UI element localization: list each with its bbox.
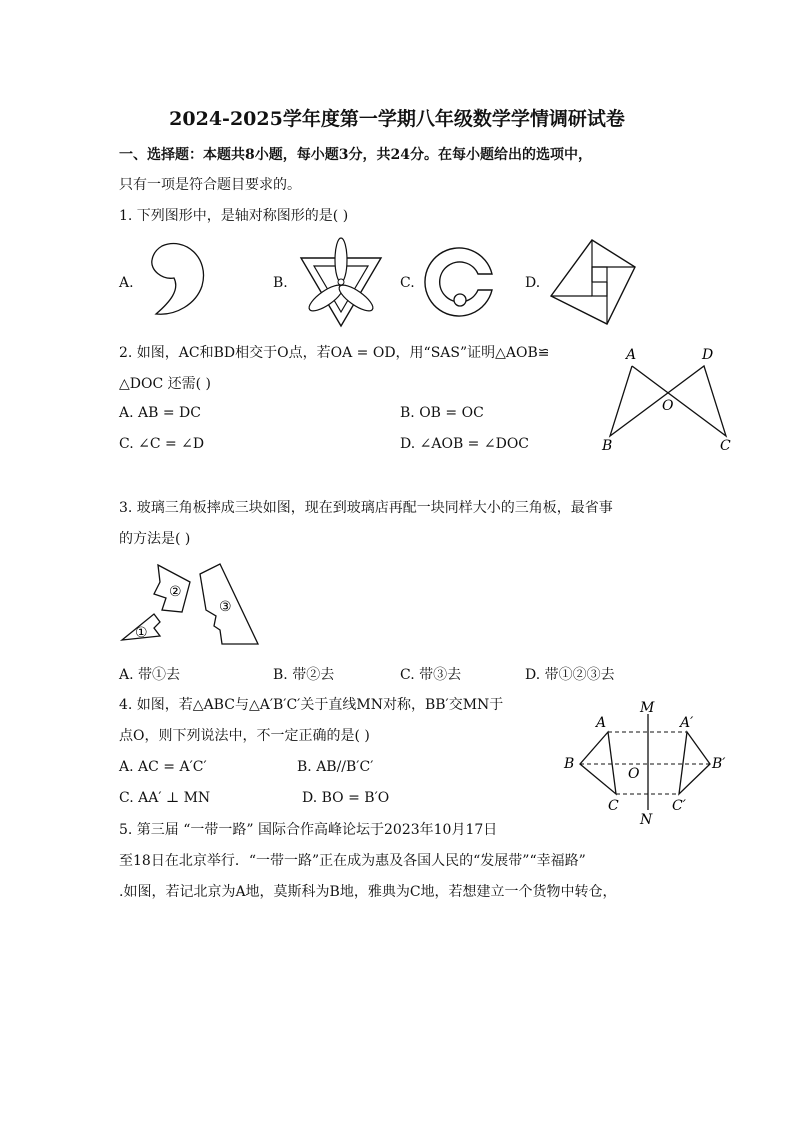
q2-label-b: B [602,438,613,454]
q4-label-a-prime: A′ [680,715,694,731]
q1-option-b-label: B. [273,275,288,291]
q4-figure-symmetry [560,698,740,828]
q4-label-o: O [628,766,640,782]
q1-option-c-label: C. [400,275,415,291]
q3-piece-label-3: ③ [219,599,232,615]
q4-stem-line1: 4. 如图，若△ABC与△A′B′C′关于直线MN对称，BB′交MN于 [119,697,504,713]
q1-figure-a [140,240,220,320]
q1-figure-c [422,244,498,320]
q2-label-o: O [662,398,674,414]
q2-figure-bowtie [596,342,736,457]
q4-option-a: A. AC = A′C′ [119,759,207,775]
q4-label-c-prime: C′ [672,798,686,814]
q4-option-d: D. BO = B′O [302,790,390,806]
q3-piece-label-1: ① [135,625,148,641]
q1-figure-b [296,236,386,328]
q3-stem-line2: 的方法是( ) [119,531,191,547]
q2-label-c: C [720,438,731,454]
q2-stem-line1: 2. 如图，AC和BD相交于O点，若OA = OD，用“SAS”证明△AOB≌ [119,345,550,361]
q4-option-c: C. AA′ ⊥ MN [119,790,211,806]
q4-option-b: B. AB//B′C′ [297,759,374,775]
q2-stem-line2: △DOC 还需( ) [119,376,212,392]
q3-option-a: A. 带①去 [119,667,181,683]
q3-option-b: B. 带②去 [273,667,335,683]
q1-option-a-label: A. [119,275,134,291]
q1-option-d-label: D. [525,275,541,291]
q1-figure-d [548,238,638,328]
q3-option-d: D. 带①②③去 [525,667,615,683]
q5-line1: 5. 第三届 “一带一路” 国际合作高峰论坛于2023年10月17日 [119,822,498,838]
q2-label-d: D [702,347,714,363]
q2-label-a: A [626,347,637,363]
q2-option-b: B. OB = OC [400,405,484,421]
q4-stem-line2: 点O，则下列说法中，不一定正确的是( ) [119,728,370,744]
q2-option-c: C. ∠C = ∠D [119,436,205,452]
q3-option-c: C. 带③去 [400,667,462,683]
section-instruction-line1: 一、选择题：本题共8小题，每小题3分，共24分。在每小题给出的选项中， [119,147,592,163]
exam-title: 2024-2025学年度第一学期八年级数学学情调研试卷 [169,108,625,130]
q5-line3: .如图，若记北京为A地，莫斯科为B地，雅典为C地，若想建立一个货物中转仓， [119,884,617,900]
q4-label-m: M [640,700,655,716]
q4-label-a: A [596,715,607,731]
q5-line2: 至18日在北京举行．“一带一路”正在成为惠及各国人民的“发展带”“幸福路” [119,853,586,869]
section-instruction-line2: 只有一项是符合题目要求的。 [119,177,301,193]
q1-stem: 1. 下列图形中，是轴对称图形的是( ) [119,208,349,224]
q2-option-d: D. ∠AOB = ∠DOC [400,436,530,452]
q3-stem-line1: 3. 玻璃三角板摔成三块如图，现在到玻璃店再配一块同样大小的三角板，最省事 [119,500,613,516]
q4-label-b-prime: B′ [712,756,726,772]
q3-figure-glass-pieces [118,560,268,650]
q4-label-c: C [608,798,619,814]
q3-piece-label-2: ② [169,584,182,600]
q4-label-n: N [640,812,653,828]
q2-option-a: A. AB = DC [119,405,201,421]
q4-label-b: B [564,756,575,772]
